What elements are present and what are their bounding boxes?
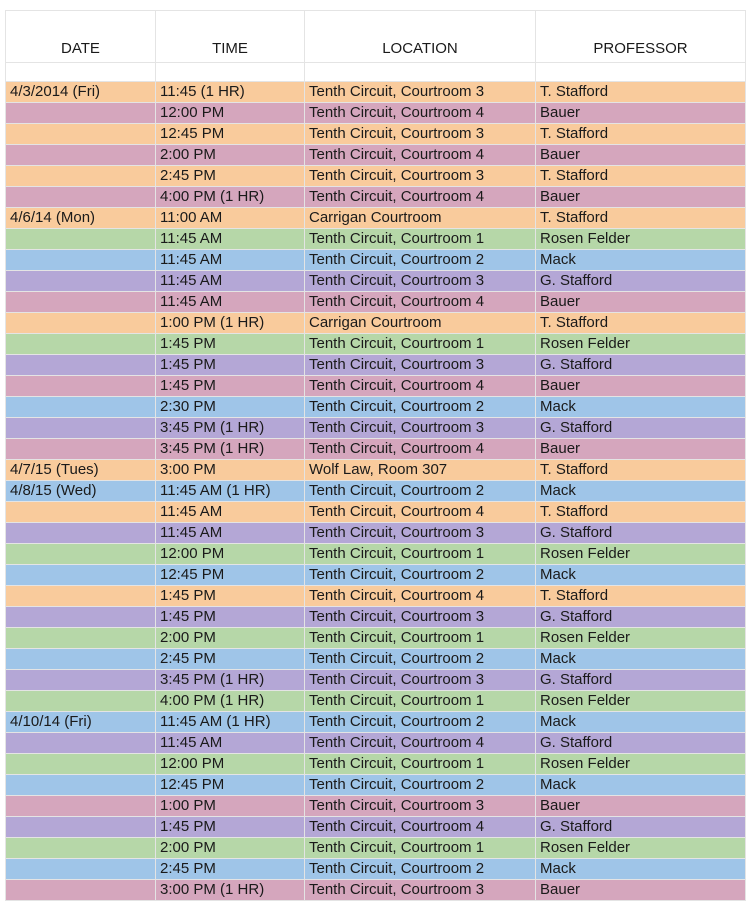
table-row bbox=[6, 166, 746, 187]
table-row bbox=[6, 82, 746, 103]
time-cell[interactable]: 2:00 PM bbox=[156, 628, 305, 649]
time-cell[interactable]: 3:45 PM (1 HR) bbox=[156, 439, 305, 460]
professor-cell[interactable]: Bauer bbox=[536, 880, 746, 901]
location-cell[interactable]: Tenth Circuit, Courtroom 4 bbox=[305, 103, 536, 124]
professor-cell[interactable]: T. Stafford bbox=[536, 460, 746, 481]
empty-cell[interactable] bbox=[156, 63, 305, 82]
table-row bbox=[6, 523, 746, 544]
time-cell[interactable]: 3:45 PM (1 HR) bbox=[156, 670, 305, 691]
time-cell[interactable]: 1:45 PM bbox=[156, 376, 305, 397]
location-cell[interactable]: Tenth Circuit, Courtroom 4 bbox=[305, 439, 536, 460]
date-cell[interactable] bbox=[6, 397, 156, 418]
table-row bbox=[6, 124, 746, 145]
professor-cell[interactable]: Mack bbox=[536, 775, 746, 796]
schedule-sheet bbox=[5, 10, 745, 901]
date-cell[interactable] bbox=[6, 187, 156, 208]
table-row bbox=[6, 586, 746, 607]
time-cell[interactable]: 2:00 PM bbox=[156, 145, 305, 166]
date-cell[interactable] bbox=[6, 103, 156, 124]
date-cell[interactable] bbox=[6, 649, 156, 670]
table-row bbox=[6, 712, 746, 733]
table-row bbox=[6, 565, 746, 586]
date-cell[interactable] bbox=[6, 376, 156, 397]
date-cell[interactable] bbox=[6, 607, 156, 628]
time-cell[interactable]: 12:45 PM bbox=[156, 565, 305, 586]
date-cell[interactable] bbox=[6, 691, 156, 712]
date-cell[interactable] bbox=[6, 439, 156, 460]
location-cell[interactable]: Tenth Circuit, Courtroom 3 bbox=[305, 607, 536, 628]
professor-cell[interactable]: T. Stafford bbox=[536, 124, 746, 145]
empty-cell[interactable] bbox=[536, 63, 746, 82]
table-row bbox=[6, 838, 746, 859]
time-cell[interactable]: 4:00 PM (1 HR) bbox=[156, 691, 305, 712]
professor-cell[interactable]: Rosen Felder bbox=[536, 544, 746, 565]
table-row bbox=[6, 607, 746, 628]
empty-cell[interactable] bbox=[6, 63, 156, 82]
location-cell[interactable]: Tenth Circuit, Courtroom 2 bbox=[305, 397, 536, 418]
time-cell[interactable]: 11:45 AM bbox=[156, 502, 305, 523]
time-cell[interactable]: 1:00 PM bbox=[156, 796, 305, 817]
professor-cell[interactable]: Rosen Felder bbox=[536, 229, 746, 250]
time-cell[interactable]: 11:45 AM (1 HR) bbox=[156, 712, 305, 733]
table-row bbox=[6, 208, 746, 229]
table-row bbox=[6, 460, 746, 481]
header-row bbox=[6, 11, 746, 63]
time-cell[interactable]: 2:45 PM bbox=[156, 649, 305, 670]
date-cell[interactable]: 4/8/15 (Wed) bbox=[6, 481, 156, 502]
date-cell[interactable] bbox=[6, 796, 156, 817]
time-cell[interactable]: 12:45 PM bbox=[156, 124, 305, 145]
location-cell[interactable]: Tenth Circuit, Courtroom 3 bbox=[305, 796, 536, 817]
professor-cell[interactable]: Bauer bbox=[536, 103, 746, 124]
date-cell[interactable] bbox=[6, 292, 156, 313]
professor-cell[interactable]: T. Stafford bbox=[536, 502, 746, 523]
professor-cell[interactable]: G. Stafford bbox=[536, 523, 746, 544]
professor-cell[interactable]: Rosen Felder bbox=[536, 691, 746, 712]
professor-cell[interactable]: Rosen Felder bbox=[536, 754, 746, 775]
time-cell[interactable]: 11:45 AM bbox=[156, 271, 305, 292]
table-row bbox=[6, 313, 746, 334]
date-cell[interactable] bbox=[6, 859, 156, 880]
schedule-table bbox=[5, 10, 746, 901]
date-cell[interactable] bbox=[6, 817, 156, 838]
professor-cell[interactable]: G. Stafford bbox=[536, 355, 746, 376]
table-row bbox=[6, 187, 746, 208]
professor-cell[interactable]: Mack bbox=[536, 859, 746, 880]
time-cell[interactable]: 4:00 PM (1 HR) bbox=[156, 187, 305, 208]
location-cell[interactable]: Tenth Circuit, Courtroom 4 bbox=[305, 817, 536, 838]
location-cell[interactable]: Tenth Circuit, Courtroom 1 bbox=[305, 334, 536, 355]
date-cell[interactable] bbox=[6, 271, 156, 292]
table-row bbox=[6, 502, 746, 523]
table-row bbox=[6, 670, 746, 691]
time-cell[interactable]: 3:00 PM (1 HR) bbox=[156, 880, 305, 901]
location-cell[interactable]: Tenth Circuit, Courtroom 4 bbox=[305, 502, 536, 523]
location-cell[interactable]: Tenth Circuit, Courtroom 3 bbox=[305, 880, 536, 901]
table-row bbox=[6, 628, 746, 649]
date-cell[interactable] bbox=[6, 145, 156, 166]
time-cell[interactable]: 1:45 PM bbox=[156, 817, 305, 838]
time-cell[interactable]: 12:00 PM bbox=[156, 754, 305, 775]
header-time[interactable]: TIME bbox=[156, 11, 305, 63]
professor-cell[interactable]: G. Stafford bbox=[536, 418, 746, 439]
professor-cell[interactable]: Mack bbox=[536, 250, 746, 271]
date-cell[interactable] bbox=[6, 334, 156, 355]
table-row bbox=[6, 145, 746, 166]
date-cell[interactable]: 4/7/15 (Tues) bbox=[6, 460, 156, 481]
table-row bbox=[6, 397, 746, 418]
location-cell[interactable]: Tenth Circuit, Courtroom 3 bbox=[305, 82, 536, 103]
table-row bbox=[6, 292, 746, 313]
time-cell[interactable]: 11:45 AM bbox=[156, 292, 305, 313]
date-cell[interactable] bbox=[6, 313, 156, 334]
time-cell[interactable]: 1:45 PM bbox=[156, 334, 305, 355]
location-cell[interactable]: Tenth Circuit, Courtroom 3 bbox=[305, 418, 536, 439]
location-cell[interactable]: Tenth Circuit, Courtroom 3 bbox=[305, 271, 536, 292]
schedule-rows bbox=[6, 82, 746, 901]
time-cell[interactable]: 11:45 AM (1 HR) bbox=[156, 481, 305, 502]
time-cell[interactable]: 2:45 PM bbox=[156, 166, 305, 187]
professor-cell[interactable]: Bauer bbox=[536, 439, 746, 460]
professor-cell[interactable]: G. Stafford bbox=[536, 271, 746, 292]
table-row bbox=[6, 229, 746, 250]
location-cell[interactable]: Tenth Circuit, Courtroom 1 bbox=[305, 754, 536, 775]
table-row bbox=[6, 649, 746, 670]
table-row bbox=[6, 376, 746, 397]
date-cell[interactable] bbox=[6, 670, 156, 691]
time-cell[interactable]: 1:45 PM bbox=[156, 355, 305, 376]
time-cell[interactable]: 11:45 AM bbox=[156, 250, 305, 271]
professor-cell[interactable]: T. Stafford bbox=[536, 313, 746, 334]
location-cell[interactable]: Tenth Circuit, Courtroom 3 bbox=[305, 166, 536, 187]
table-row bbox=[6, 250, 746, 271]
professor-cell[interactable]: Bauer bbox=[536, 145, 746, 166]
location-cell[interactable]: Wolf Law, Room 307 bbox=[305, 460, 536, 481]
table-row bbox=[6, 775, 746, 796]
date-cell[interactable] bbox=[6, 418, 156, 439]
location-cell[interactable]: Tenth Circuit, Courtroom 4 bbox=[305, 586, 536, 607]
date-cell[interactable] bbox=[6, 355, 156, 376]
professor-cell[interactable]: T. Stafford bbox=[536, 586, 746, 607]
table-row bbox=[6, 103, 746, 124]
professor-cell[interactable]: Bauer bbox=[536, 376, 746, 397]
location-cell[interactable]: Tenth Circuit, Courtroom 2 bbox=[305, 649, 536, 670]
table-row bbox=[6, 418, 746, 439]
professor-cell[interactable]: T. Stafford bbox=[536, 208, 746, 229]
empty-cell[interactable] bbox=[305, 63, 536, 82]
table-row bbox=[6, 544, 746, 565]
professor-cell[interactable]: Mack bbox=[536, 397, 746, 418]
table-row bbox=[6, 880, 746, 901]
time-cell[interactable]: 1:45 PM bbox=[156, 586, 305, 607]
table-row bbox=[6, 733, 746, 754]
time-cell[interactable]: 1:00 PM (1 HR) bbox=[156, 313, 305, 334]
date-cell[interactable] bbox=[6, 229, 156, 250]
location-cell[interactable]: Tenth Circuit, Courtroom 2 bbox=[305, 565, 536, 586]
time-cell[interactable]: 2:30 PM bbox=[156, 397, 305, 418]
time-cell[interactable]: 12:00 PM bbox=[156, 544, 305, 565]
location-cell[interactable]: Tenth Circuit, Courtroom 2 bbox=[305, 712, 536, 733]
date-cell[interactable] bbox=[6, 754, 156, 775]
date-cell[interactable] bbox=[6, 250, 156, 271]
location-cell[interactable]: Tenth Circuit, Courtroom 1 bbox=[305, 229, 536, 250]
time-cell[interactable]: 3:00 PM bbox=[156, 460, 305, 481]
date-cell[interactable] bbox=[6, 775, 156, 796]
table-row bbox=[6, 796, 746, 817]
location-cell[interactable]: Tenth Circuit, Courtroom 1 bbox=[305, 691, 536, 712]
date-cell[interactable] bbox=[6, 733, 156, 754]
professor-cell[interactable]: Mack bbox=[536, 649, 746, 670]
professor-cell[interactable]: G. Stafford bbox=[536, 670, 746, 691]
time-cell[interactable]: 11:45 AM bbox=[156, 523, 305, 544]
header-location[interactable]: LOCATION bbox=[305, 11, 536, 63]
table-row bbox=[6, 691, 746, 712]
time-cell[interactable]: 11:45 AM bbox=[156, 733, 305, 754]
date-cell[interactable] bbox=[6, 124, 156, 145]
location-cell[interactable]: Tenth Circuit, Courtroom 3 bbox=[305, 355, 536, 376]
date-cell[interactable] bbox=[6, 628, 156, 649]
date-cell[interactable]: 4/10/14 (Fri) bbox=[6, 712, 156, 733]
location-cell[interactable]: Tenth Circuit, Courtroom 4 bbox=[305, 376, 536, 397]
location-cell[interactable]: Tenth Circuit, Courtroom 2 bbox=[305, 250, 536, 271]
time-cell[interactable]: 12:00 PM bbox=[156, 103, 305, 124]
time-cell[interactable]: 2:00 PM bbox=[156, 838, 305, 859]
table-row bbox=[6, 271, 746, 292]
professor-cell[interactable]: Mack bbox=[536, 565, 746, 586]
date-cell[interactable] bbox=[6, 544, 156, 565]
date-cell[interactable]: 4/6/14 (Mon) bbox=[6, 208, 156, 229]
table-row bbox=[6, 859, 746, 880]
date-cell[interactable] bbox=[6, 586, 156, 607]
professor-cell[interactable]: Rosen Felder bbox=[536, 628, 746, 649]
location-cell[interactable]: Carrigan Courtroom bbox=[305, 208, 536, 229]
table-row bbox=[6, 334, 746, 355]
professor-cell[interactable]: Bauer bbox=[536, 796, 746, 817]
table-row bbox=[6, 481, 746, 502]
time-cell[interactable]: 1:45 PM bbox=[156, 607, 305, 628]
date-cell[interactable] bbox=[6, 880, 156, 901]
time-cell[interactable]: 11:00 AM bbox=[156, 208, 305, 229]
location-cell[interactable]: Tenth Circuit, Courtroom 1 bbox=[305, 544, 536, 565]
date-cell[interactable] bbox=[6, 838, 156, 859]
location-cell[interactable]: Tenth Circuit, Courtroom 3 bbox=[305, 670, 536, 691]
date-cell[interactable] bbox=[6, 166, 156, 187]
date-cell[interactable] bbox=[6, 523, 156, 544]
location-cell[interactable]: Tenth Circuit, Courtroom 4 bbox=[305, 292, 536, 313]
time-cell[interactable]: 2:45 PM bbox=[156, 859, 305, 880]
location-cell[interactable]: Tenth Circuit, Courtroom 3 bbox=[305, 124, 536, 145]
professor-cell[interactable]: G. Stafford bbox=[536, 607, 746, 628]
location-cell[interactable]: Tenth Circuit, Courtroom 2 bbox=[305, 859, 536, 880]
location-cell[interactable]: Carrigan Courtroom bbox=[305, 313, 536, 334]
professor-cell[interactable]: G. Stafford bbox=[536, 733, 746, 754]
professor-cell[interactable]: T. Stafford bbox=[536, 166, 746, 187]
header-date[interactable]: DATE bbox=[6, 11, 156, 63]
table-row bbox=[6, 439, 746, 460]
table-row bbox=[6, 754, 746, 775]
location-cell[interactable]: Tenth Circuit, Courtroom 4 bbox=[305, 187, 536, 208]
date-cell[interactable]: 4/3/2014 (Fri) bbox=[6, 82, 156, 103]
date-cell[interactable] bbox=[6, 565, 156, 586]
location-cell[interactable]: Tenth Circuit, Courtroom 2 bbox=[305, 481, 536, 502]
location-cell[interactable]: Tenth Circuit, Courtroom 3 bbox=[305, 523, 536, 544]
professor-cell[interactable]: Rosen Felder bbox=[536, 838, 746, 859]
professor-cell[interactable]: Bauer bbox=[536, 292, 746, 313]
header-professor[interactable]: PROFESSOR bbox=[536, 11, 746, 63]
time-cell[interactable]: 12:45 PM bbox=[156, 775, 305, 796]
spacer-row bbox=[6, 63, 746, 82]
location-cell[interactable]: Tenth Circuit, Courtroom 1 bbox=[305, 628, 536, 649]
time-cell[interactable]: 11:45 AM bbox=[156, 229, 305, 250]
date-cell[interactable] bbox=[6, 502, 156, 523]
time-cell[interactable]: 11:45 (1 HR) bbox=[156, 82, 305, 103]
time-cell[interactable]: 3:45 PM (1 HR) bbox=[156, 418, 305, 439]
table-row bbox=[6, 355, 746, 376]
professor-cell[interactable]: T. Stafford bbox=[536, 82, 746, 103]
professor-cell[interactable]: Bauer bbox=[536, 187, 746, 208]
professor-cell[interactable]: Mack bbox=[536, 481, 746, 502]
professor-cell[interactable]: Mack bbox=[536, 712, 746, 733]
location-cell[interactable]: Tenth Circuit, Courtroom 1 bbox=[305, 838, 536, 859]
location-cell[interactable]: Tenth Circuit, Courtroom 4 bbox=[305, 733, 536, 754]
professor-cell[interactable]: G. Stafford bbox=[536, 817, 746, 838]
location-cell[interactable]: Tenth Circuit, Courtroom 2 bbox=[305, 775, 536, 796]
location-cell[interactable]: Tenth Circuit, Courtroom 4 bbox=[305, 145, 536, 166]
table-row bbox=[6, 817, 746, 838]
professor-cell[interactable]: Rosen Felder bbox=[536, 334, 746, 355]
